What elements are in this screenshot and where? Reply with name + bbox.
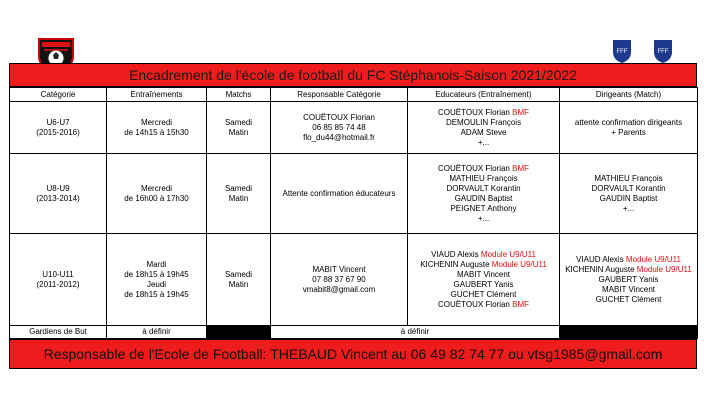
dirigeants-cell: attente confirmation dirigeants + Parents <box>560 102 698 154</box>
responsable-cell: Attente confirmation éducateurs <box>271 154 408 234</box>
educateur-entry: GAUDIN Baptist <box>454 193 513 203</box>
entrainements-cell: Mercredi de 16h00 à 17h30 <box>107 154 207 234</box>
educateur-entry: COUËTOUX Florian BMF <box>438 299 529 309</box>
responsable-cell: COUËTOUX Florian 06 85 85 74 48 flo_du44@hotmail.fr <box>271 102 408 154</box>
table-row <box>10 234 698 326</box>
svg-text:FFF: FFF <box>657 49 669 55</box>
educateur-entry: VIAUD Alexis Module U9/U11 <box>431 249 536 259</box>
educateur-entry: MATHIEU François <box>449 173 518 183</box>
svg-text:FFF: FFF <box>616 49 628 55</box>
dirigeant-entry: KICHENIN Auguste Module U9/U11 <box>565 264 692 274</box>
educateurs-cell <box>408 102 560 154</box>
dirigeant-entry: GUCHET Clément <box>595 294 662 304</box>
educateur-entry: PEIGNET Anthony <box>450 203 517 213</box>
educateur-entry: KICHENIN Auguste Module U9/U11 <box>420 259 547 269</box>
header-entrainements: Entraînements <box>107 88 207 102</box>
table-header-row <box>10 88 698 102</box>
dirigeant-entry: MABIT Vincent <box>601 284 656 294</box>
educateur-entry: +... <box>477 137 490 147</box>
gardiens-label-cell: Gardiens de But <box>10 326 107 339</box>
blank-cell <box>207 326 271 339</box>
dirigeant-entry: VIAUD Alexis Module U9/U11 <box>576 254 681 264</box>
header-responsable: Responsable Catégorie <box>271 88 408 102</box>
categorie-cell: U8-U9 (2013-2014) <box>10 154 107 234</box>
matchs-cell: Samedi Matin <box>207 154 271 234</box>
categorie-cell: U6-U7 (2015-2016) <box>10 102 107 154</box>
educateur-entry: DORVAULT Korantin <box>446 183 521 193</box>
educateur-entry: +... <box>477 213 490 223</box>
staff-table <box>9 87 698 339</box>
entrainements-cell: Mercredi de 14h15 à 15h30 <box>107 102 207 154</box>
educateurs-cell <box>408 234 560 326</box>
matchs-cell: Samedi Matin <box>207 102 271 154</box>
table-row <box>10 102 698 154</box>
table-row <box>10 326 698 339</box>
dirigeants-cell: MATHIEU François DORVAULT Korantin GAUDIN Baptist +... <box>560 154 698 234</box>
educateur-entry: GAUBERT Yanis <box>453 279 514 289</box>
educateur-entry: DEMOULIN François <box>445 117 522 127</box>
educateur-entry: COUËTOUX Florian BMF <box>438 107 529 117</box>
matchs-cell: Samedi Matin <box>207 234 271 326</box>
entrainements-cell: Mardi de 18h15 à 19h45 Jeudi de 18h15 à 19h45 <box>107 234 207 326</box>
page-title: Encadrement de l'école de football du FC Stéphanois-Saison 2021/2022 <box>9 63 697 87</box>
categorie-cell: U10-U11 (2011-2012) <box>10 234 107 326</box>
educateur-entry: MABIT Vincent <box>456 269 511 279</box>
educateurs-cell <box>408 154 560 234</box>
gardiens-educateurs-cell: à définir <box>271 326 560 339</box>
educateur-entry: ADAM Steve <box>460 127 507 137</box>
educateur-entry: GUCHET Clément <box>450 289 517 299</box>
responsable-cell: MABIT Vincent 07 88 37 67 90 vmabit8@gmail.com <box>271 234 408 326</box>
header-categorie: Catégorie <box>10 88 107 102</box>
dirigeant-entry: GAUBERT Yanis <box>598 274 659 284</box>
footer-contact: Responsable de l'Ecole de Football: THEBAUD Vincent au 06 49 82 74 77 ou vtsg1985@gmail.com <box>9 339 697 369</box>
header-dirigeants: Dirigeants (Match) <box>560 88 698 102</box>
table-row <box>10 154 698 234</box>
blank-cell <box>560 326 698 339</box>
educateur-entry: COUËTOUX Florian BMF <box>438 163 529 173</box>
dirigeants-cell <box>560 234 698 326</box>
header-matchs: Matchs <box>207 88 271 102</box>
gardiens-entrainements-cell: à définir <box>107 326 207 339</box>
header-educateurs: Educateurs (Entraînement) <box>408 88 560 102</box>
